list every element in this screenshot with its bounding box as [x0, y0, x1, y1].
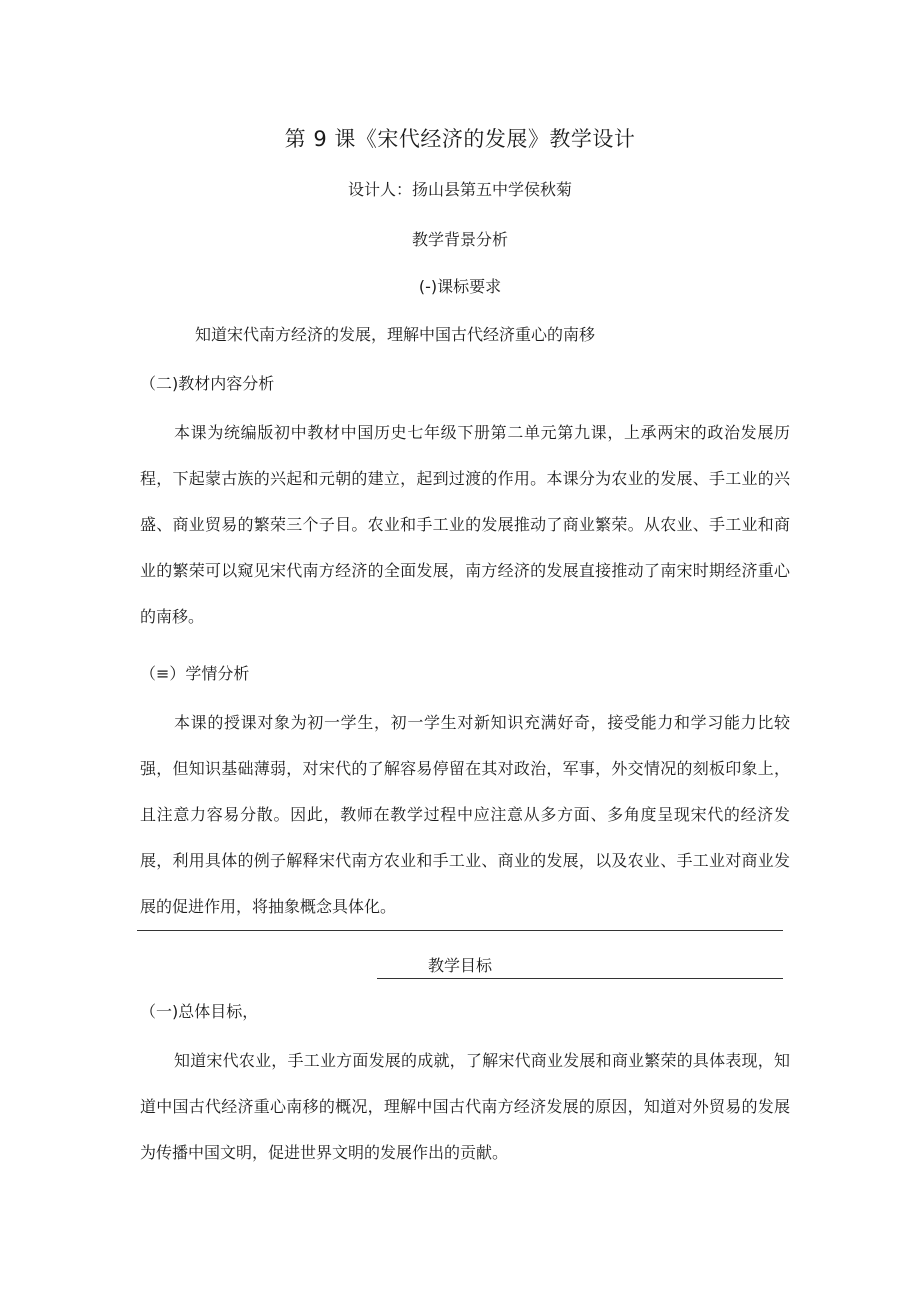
overall-objectives-paragraph: 知道宋代农业，手工业方面发展的成就，了解宋代商业发展和商业繁荣的具体表现，知道中国古代经济重心南移的概况，理解中国古代南方经济发展的原因，知道对外贸易的发展为传播中国文明，促进世界文明的发展作出的贡献。: [140, 1051, 790, 1162]
subsection-heading-curriculum: (-)课标要求: [418, 277, 502, 296]
designer-line: 设计人：扬山县第五中学侯秋菊: [347, 180, 572, 199]
subsection-heading-textbook: （二)教材内容分析: [140, 374, 275, 393]
subsection-heading-overall: （一)总体目标，: [140, 1002, 259, 1021]
students-analysis-paragraph: 本课的授课对象为初一学生，初一学生对新知识充满好奇，接受能力和学习能力比较强，但知识基础薄弱，对宋代的了解容易停留在其对政治，军事，外交情况的刻板印象上，且注意力容易分散。因此，教师在教学过程中应注意从多方面、多角度呈现宋代的经济发展，利用具体的例子解释宋代南方农业和手工业、商业的发展，以及农业、手工业对商业发展的促进作用，将抽象概念具体化。: [140, 713, 790, 916]
divider-rule-top: [137, 930, 783, 931]
document-title: 第 9 课《宋代经济的发展》教学设计: [284, 127, 636, 151]
divider-rule-bottom: [377, 978, 783, 979]
subsection-heading-students: （≡）学情分析: [140, 664, 250, 683]
section-heading-background: 教学背景分析: [411, 230, 508, 249]
curriculum-text: 知道宋代南方经济的发展，理解中国古代经济重心的南移: [195, 325, 596, 344]
section-heading-objectives: 教学目标: [427, 956, 492, 975]
textbook-analysis-paragraph: 本课为统编版初中教材中国历史七年级下册第二单元第九课，上承两宋的政治发展历程，下起蒙古族的兴起和元朝的建立，起到过渡的作用。本课分为农业的发展、手工业的兴盛、商业贸易的繁荣三个子目。农业和手工业的发展推动了商业繁荣。从农业、手工业和商业的繁荣可以窥见宋代南方经济的全面发展，南方经济的发展直接推动了南宋时期经济重心的南移。: [140, 423, 790, 626]
